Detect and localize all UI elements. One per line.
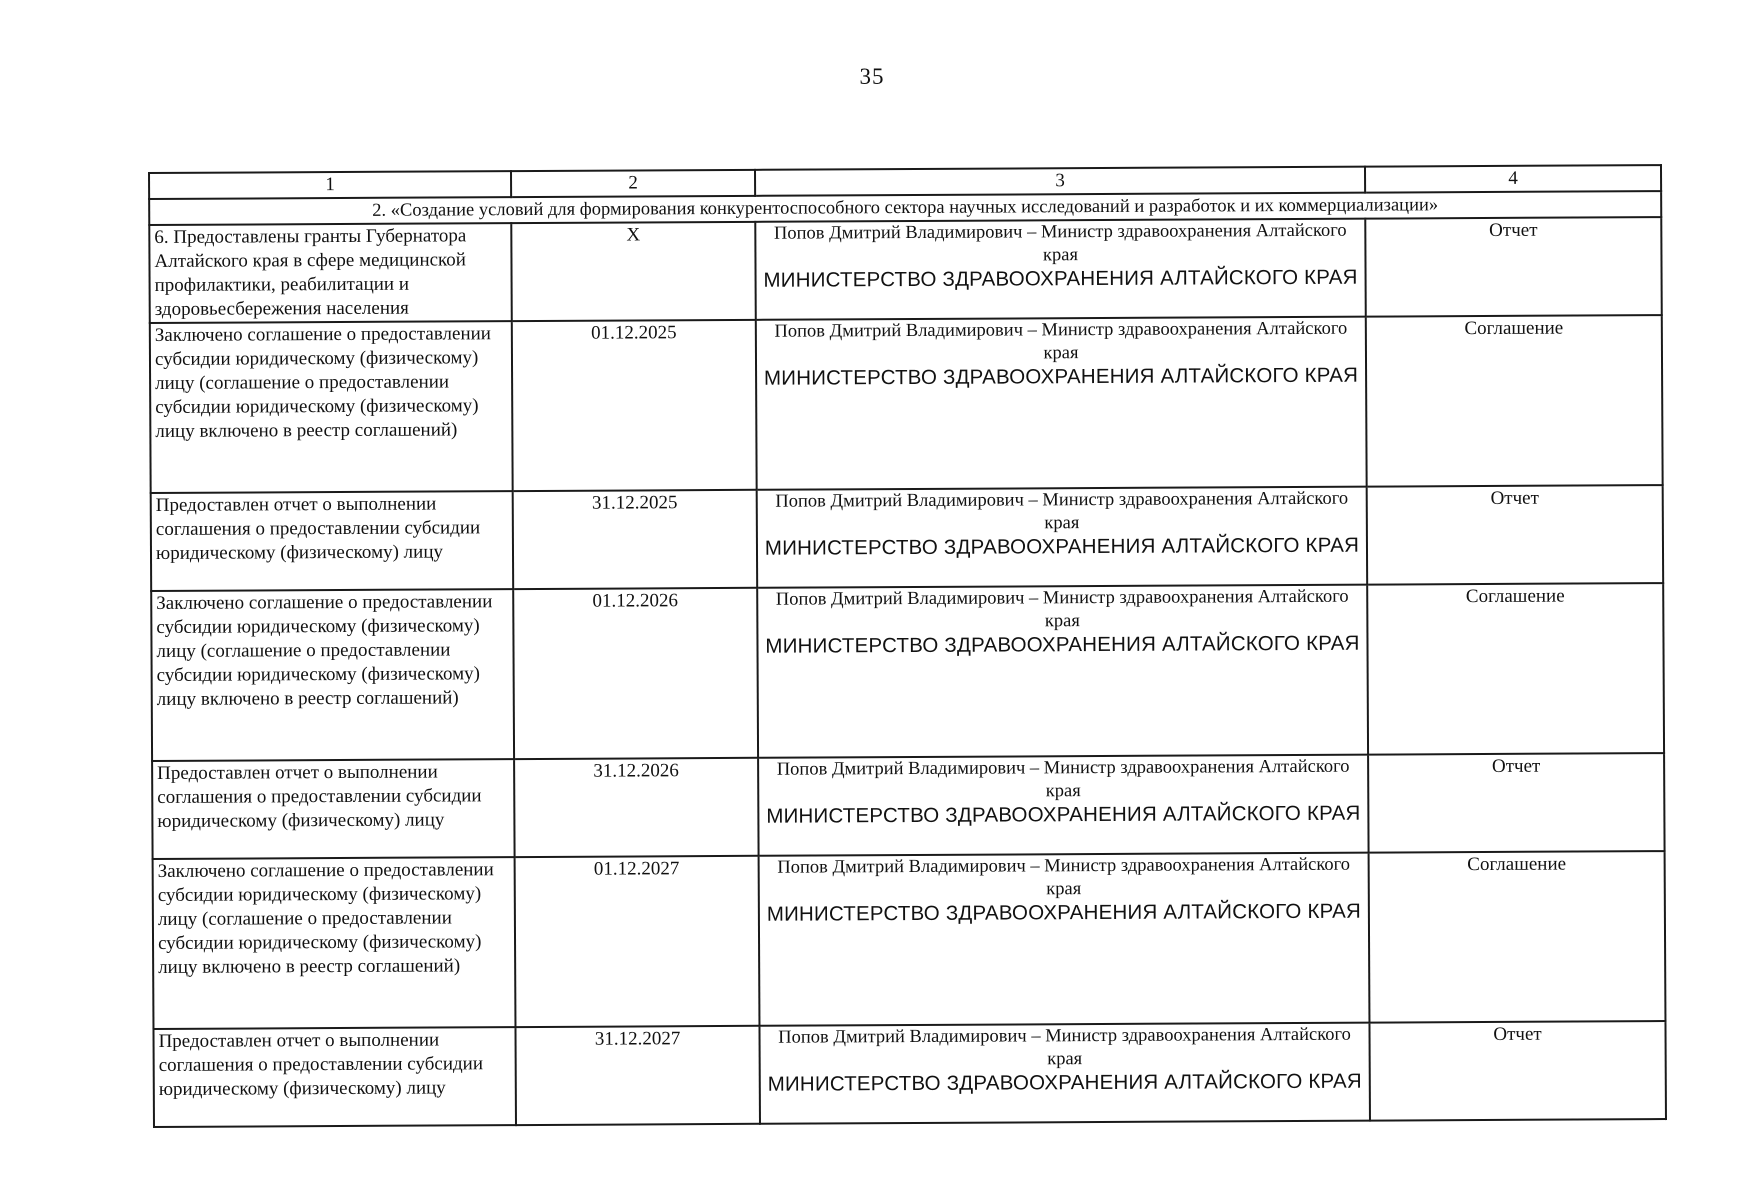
row-responsible [759,1023,1370,1124]
responsible-organization: МИНИСТЕРСТВО ЗДРАВООХРАНЕНИЯ АЛТАЙСКОГО КРАЯ [763,265,1358,292]
table-row [152,753,1664,859]
row-responsible [757,487,1368,588]
row-description: Заключено соглашение о предоставлении субсидии юридическому (физическому) лицу (соглашение о предоставлении субсидии юридическому (физическому) лицу включено в реестр соглашений) [150,321,513,493]
row-date: X [511,222,756,321]
row-responsible [757,585,1368,758]
row-responsible [759,853,1370,1026]
responsible-organization: МИНИСТЕРСТВО ЗДРАВООХРАНЕНИЯ АЛТАЙСКОГО КРАЯ [765,631,1360,658]
row-description: Предоставлен отчет о выполнении соглашения о предоставлении субсидии юридическому (физическому) лицу [151,491,514,591]
column-number-4: 4 [1365,165,1661,193]
responsible-person: Попов Дмитрий Владимирович – Министр здравоохранения Алтайского края [775,488,1349,534]
row-responsible [755,219,1366,320]
table-row [151,583,1664,761]
responsible-organization: МИНИСТЕРСТВО ЗДРАВООХРАНЕНИЯ АЛТАЙСКОГО КРАЯ [764,533,1360,560]
table-row [151,485,1663,591]
section-title: 2. «Создание условий для формирования конкурентоспособного сектора научных исследований и разработок и их коммерциализации» [149,191,1661,225]
responsible-organization: МИНИСТЕРСТВО ЗДРАВООХРАНЕНИЯ АЛТАЙСКОГО КРАЯ [766,801,1361,828]
row-document: Отчет [1368,753,1665,853]
row-responsible [756,317,1367,490]
page-number: 35 [859,64,885,89]
row-document: Отчет [1367,485,1664,585]
row-date: 01.12.2027 [515,856,760,1027]
responsible-organization: МИНИСТЕРСТВО ЗДРАВООХРАНЕНИЯ АЛТАЙСКОГО КРАЯ [766,899,1362,926]
row-date: 01.12.2026 [513,588,758,759]
row-description: Предоставлен отчет о выполнении соглашения о предоставлении субсидии юридическому (физическому) лицу [152,759,515,859]
row-document: Соглашение [1366,315,1663,487]
responsible-person: Попов Дмитрий Владимирович – Министр здравоохранения Алтайского края [774,318,1348,364]
row-date: 01.12.2025 [512,320,757,491]
row-responsible [758,755,1369,856]
row-document: Соглашение [1369,851,1666,1023]
responsible-person: Попов Дмитрий Владимирович – Министр здравоохранения Алтайского края [773,220,1347,266]
row-document: Отчет [1369,1021,1666,1121]
responsible-person: Попов Дмитрий Владимирович – Министр здравоохранения Алтайского края [776,756,1350,802]
responsible-organization: МИНИСТЕРСТВО ЗДРАВООХРАНЕНИЯ АЛТАЙСКОГО КРАЯ [767,1069,1362,1096]
table-row [150,315,1663,493]
table-row [153,1021,1665,1127]
row-date: 31.12.2027 [515,1026,760,1125]
responsible-person: Попов Дмитрий Владимирович – Министр здравоохранения Алтайского края [778,1024,1351,1070]
row-date: 31.12.2025 [513,490,758,589]
row-document: Отчет [1365,217,1662,317]
responsible-person: Попов Дмитрий Владимирович – Министр здравоохранения Алтайского края [777,854,1351,900]
row-document: Соглашение [1367,583,1664,755]
table-row [149,217,1661,323]
column-number-2: 2 [511,170,755,197]
row-description: Предоставлен отчет о выполнении соглашения о предоставлении субсидии юридическому (физическому) лицу [153,1027,516,1127]
row-date: 31.12.2026 [514,758,759,857]
responsible-person: Попов Дмитрий Владимирович – Министр здравоохранения Алтайского края [775,586,1349,632]
row-description: Заключено соглашение о предоставлении субсидии юридическому (физическому) лицу (соглашение о предоставлении субсидии юридическому (физическому) лицу включено в реестр соглашений) [151,589,514,761]
row-description: Заключено соглашение о предоставлении субсидии юридическому (физическому) лицу (соглашение о предоставлении субсидии юридическому (физическому) лицу включено в реестр соглашений) [153,857,516,1029]
control-points-table [148,164,1667,1128]
responsible-organization: МИНИСТЕРСТВО ЗДРАВООХРАНЕНИЯ АЛТАЙСКОГО КРАЯ [763,363,1359,390]
column-number-1: 1 [149,171,511,199]
row-description: 6. Предоставлены гранты Губернатора Алтайского края в сфере медицинской профилактики, реабилитации и здоровьесбережения населения [149,223,512,323]
table-row [153,851,1666,1029]
column-number-3: 3 [755,167,1365,196]
